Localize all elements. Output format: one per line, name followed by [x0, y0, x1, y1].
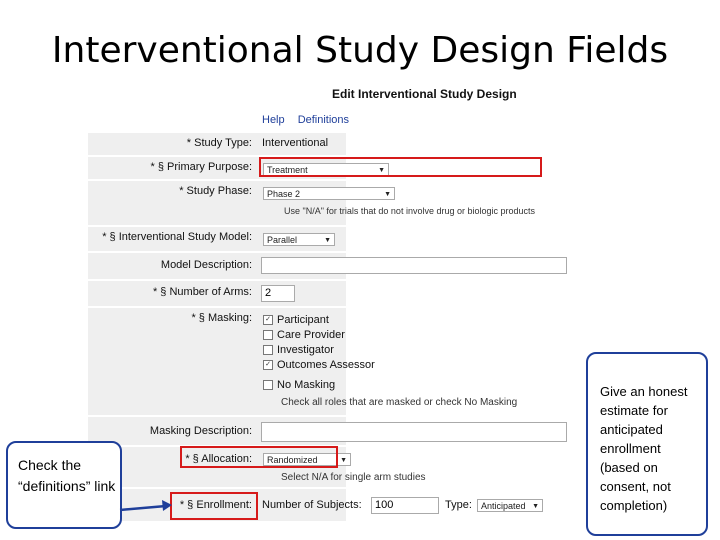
masking-option-label: No Masking: [277, 379, 336, 391]
primary-purpose-label: * § Primary Purpose:: [150, 161, 252, 173]
number-of-arms-label: * § Number of Arms:: [152, 286, 252, 298]
highlight-primary-purpose: [259, 157, 542, 177]
masking-option-label: Investigator: [277, 344, 334, 356]
masking-option-label: Outcomes Assessor: [277, 359, 375, 371]
row-number-of-arms: [88, 281, 585, 306]
masking-option-care-provider[interactable]: [263, 329, 345, 341]
enrollment-label: * § Enrollment:: [179, 499, 252, 511]
study-model-label: * § Interventional Study Model:: [102, 231, 252, 243]
highlight-enrollment: [170, 492, 258, 520]
study-model-value: Parallel: [267, 235, 298, 245]
masking-description-label: Masking Description:: [149, 425, 252, 437]
callout-definitions: [6, 441, 122, 529]
enrollment-type-select[interactable]: [477, 499, 543, 512]
study-phase-label: * Study Phase:: [179, 185, 252, 197]
row-study-type: [88, 133, 585, 155]
masking-description-input[interactable]: [261, 422, 567, 442]
masking-option-investigator[interactable]: [263, 344, 334, 356]
study-model-select[interactable]: [263, 233, 335, 246]
model-description-label: Model Description:: [160, 259, 252, 271]
masking-option-participant[interactable]: [263, 314, 329, 326]
form-header: Edit Interventional Study Design: [332, 87, 517, 101]
chevron-down-icon: ▼: [340, 457, 347, 464]
study-phase-value: Phase 2: [267, 189, 301, 199]
allocation-label: * § Allocation:: [185, 453, 252, 465]
masking-hint: Check all roles that are masked or check No Masking: [281, 397, 518, 408]
chevron-down-icon: ▼: [324, 237, 331, 244]
study-phase-select[interactable]: [263, 187, 395, 200]
checkbox-checked-icon: ✓: [263, 360, 273, 370]
checkbox-icon: [263, 330, 273, 340]
arrow-icon: [118, 496, 174, 516]
chevron-down-icon: ▼: [384, 191, 391, 198]
allocation-value: Randomized: [267, 455, 318, 465]
primary-purpose-value: Treatment: [267, 165, 308, 175]
study-phase-hint: Use "N/A" for trials that do not involve drug or biologic products: [284, 206, 536, 216]
callout-enrollment: [586, 352, 708, 536]
enrollment-type-label: Type:: [445, 499, 472, 511]
study-type-value: Interventional: [262, 137, 329, 149]
model-description-input[interactable]: [261, 257, 567, 274]
callout-enrollment-text: Give an honest estimate for anticipated enrollment (based on consent, not completion): [600, 384, 688, 513]
enrollment-type-value: Anticipated: [481, 501, 526, 511]
highlight-allocation: [180, 446, 338, 468]
study-type-label: * Study Type:: [186, 137, 252, 149]
checkbox-checked-icon: ✓: [263, 315, 273, 325]
allocation-hint: Select N/A for single arm studies: [281, 472, 426, 483]
masking-label: * § Masking:: [191, 312, 252, 324]
help-link[interactable]: Help: [262, 114, 285, 126]
masking-option-outcomes-assessor[interactable]: [263, 359, 375, 371]
masking-option-label: Care Provider: [277, 329, 345, 341]
chevron-down-icon: ▼: [378, 167, 385, 174]
slide-title: Interventional Study Design Fields: [51, 30, 669, 71]
callout-definitions-text: Check the “definitions” link: [18, 457, 116, 494]
number-of-arms-input[interactable]: 2: [261, 285, 295, 302]
number-of-subjects-input[interactable]: 100: [371, 497, 439, 514]
number-of-subjects-label: Number of Subjects:: [262, 499, 362, 511]
checkbox-icon: [263, 345, 273, 355]
checkbox-icon: [263, 380, 273, 390]
masking-option-label: Participant: [277, 314, 329, 326]
chevron-down-icon: ▼: [532, 503, 539, 510]
row-study-model: [88, 227, 585, 251]
masking-option-no-masking[interactable]: [263, 379, 335, 391]
help-links: [262, 114, 359, 126]
definitions-link[interactable]: Definitions: [297, 114, 350, 126]
